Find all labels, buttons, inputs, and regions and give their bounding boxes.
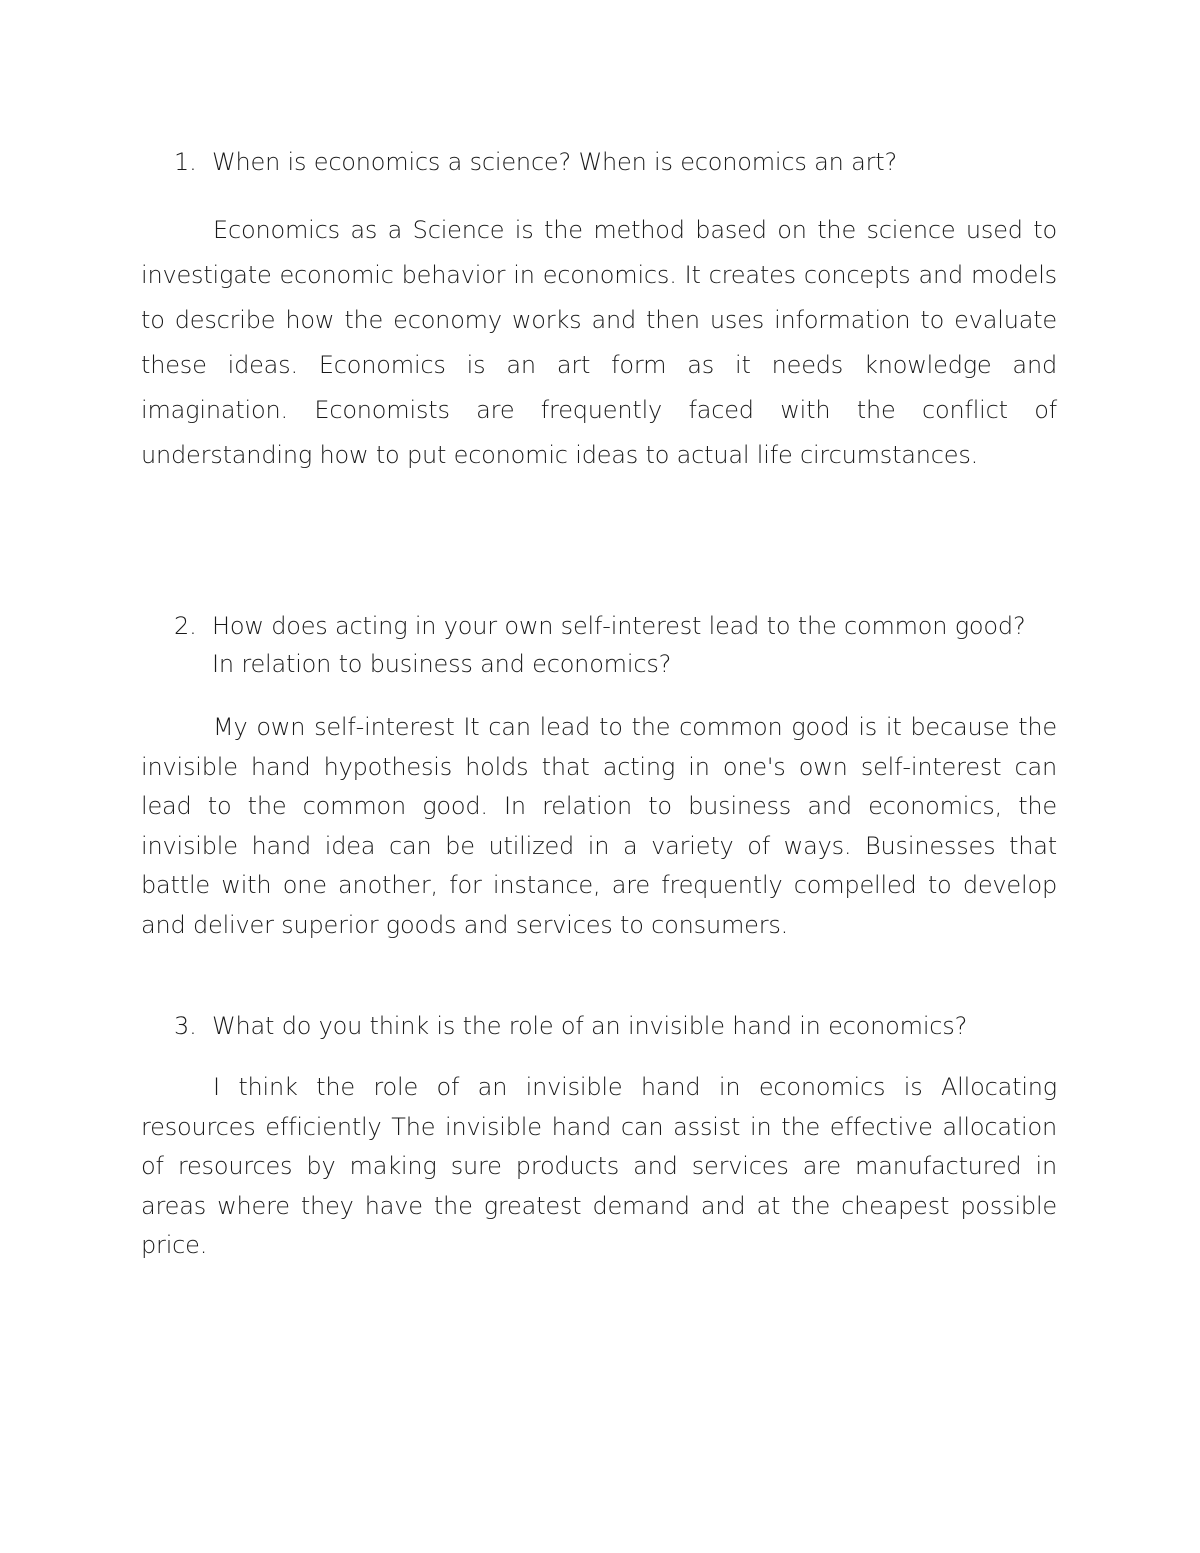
- question-1: [174, 143, 1054, 181]
- question-text: When is economics a science? When is economics an art?: [212, 148, 898, 176]
- question-number: 3.: [174, 1012, 197, 1040]
- question-text: How does acting in your own self-interest lead to the common good? In relation to business and economics?: [212, 612, 1026, 678]
- question-3: [174, 1007, 1054, 1045]
- question-number: 2.: [174, 612, 197, 640]
- answer-3: I think the role of an invisible hand in economics is Allocating resources efficiently The invisible hand can assist in the effective allocation of resources by making sure products and services are manufactured in areas where they have the greatest demand and at the cheapest possible price.: [141, 1073, 1057, 1259]
- question-text: What do you think is the role of an invisible hand in economics?: [212, 1012, 968, 1040]
- question-number: 1.: [174, 148, 197, 176]
- answer-2: My own self-interest It can lead to the common good is it because the invisible hand hypothesis holds that acting in one's own self-interest can lead to the common good. In relation to business and economics, the invisible hand idea can be utilized in a variety of ways. Businesses that battle with one another, for instance, are frequently compelled to develop and deliver superior goods and services to consumers.: [141, 713, 1057, 939]
- question-2: [174, 607, 1054, 683]
- answer-1: Economics as a Science is the method based on the science used to investigate economic behavior in economics. It creates concepts and models to describe how the economy works and then uses information to evaluate these ideas. Economics is an art form as it needs knowledge and imagination. Economists are frequently faced with the conflict of understanding how to put economic ideas to actual life circumstances.: [141, 216, 1057, 469]
